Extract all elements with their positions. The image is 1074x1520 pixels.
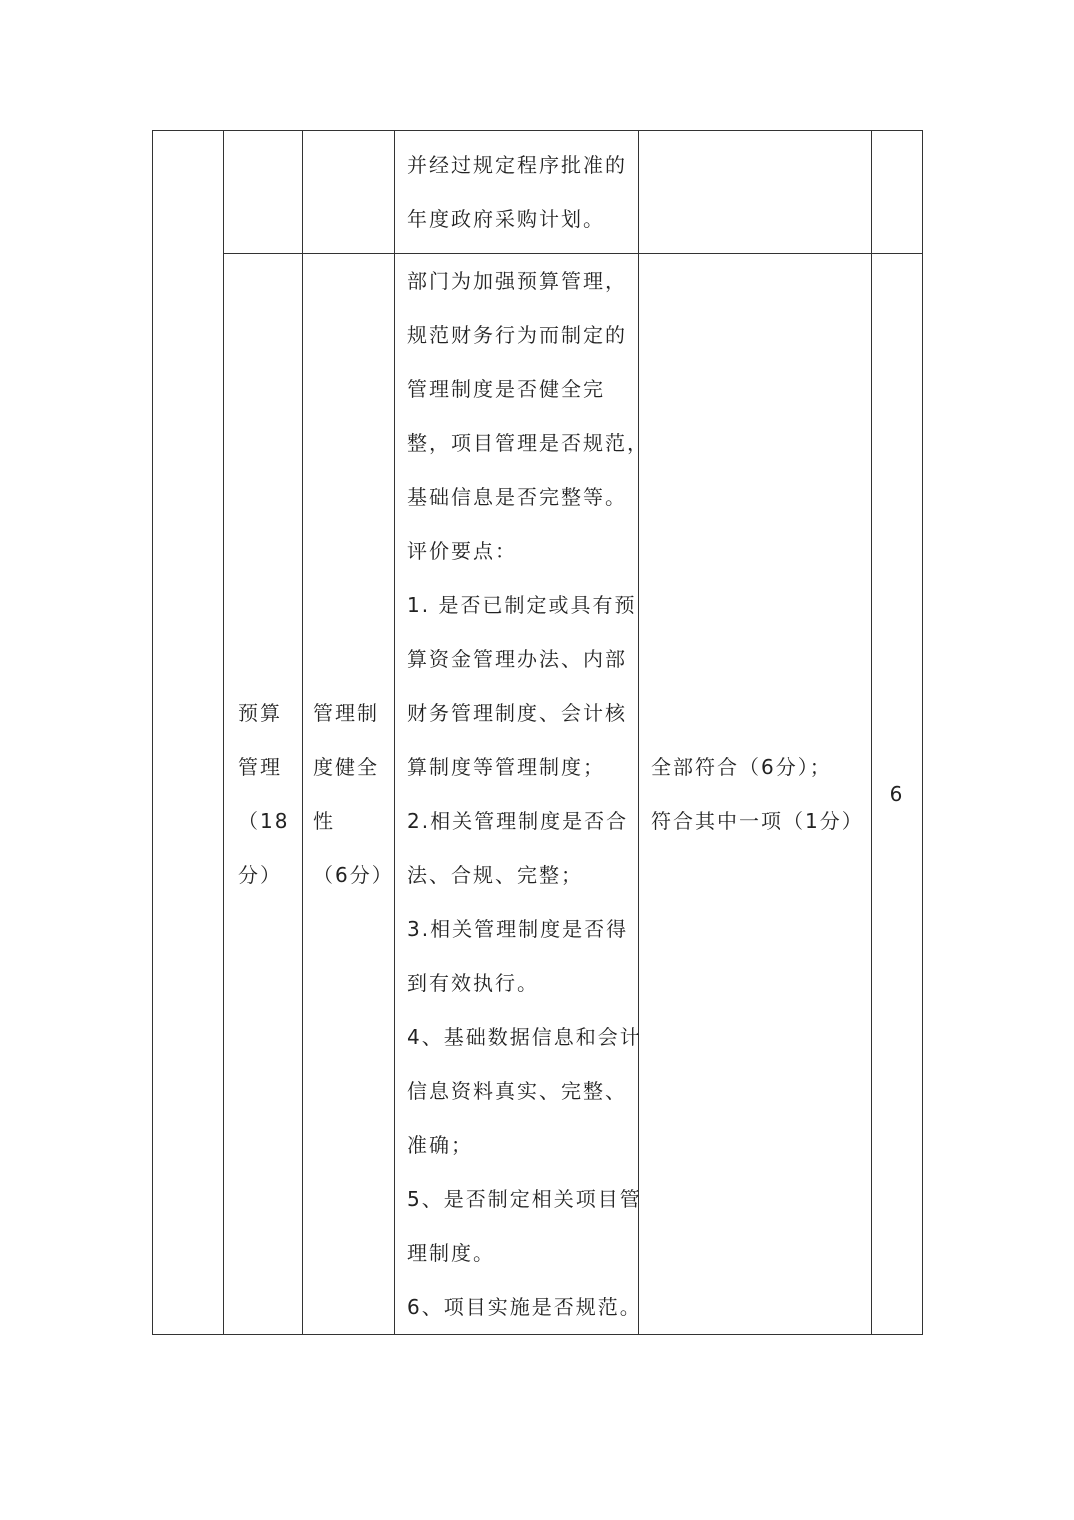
level1-indicator-cell	[153, 131, 224, 1335]
criteria-line: 部门为加强预算管理，	[407, 269, 627, 293]
level3-indicator-cell	[303, 131, 395, 254]
level3-line: 度健全	[313, 755, 379, 779]
score-value: 6	[889, 782, 905, 806]
criteria-line: 财务管理制度、会计核	[407, 701, 627, 725]
level2-line: 分）	[238, 863, 282, 887]
scoring-cell	[639, 131, 872, 254]
level3-line: （6分）	[313, 863, 394, 887]
level3-indicator-cell	[303, 254, 395, 1335]
level3-line: 管理制	[313, 701, 379, 725]
criteria-line: 6、项目实施是否规范。	[407, 1295, 642, 1319]
score-cell	[872, 254, 923, 1335]
level3-line: 性	[313, 809, 335, 833]
criteria-line: 年度政府采购计划。	[407, 207, 605, 231]
criteria-line: 1. 是否已制定或具有预	[407, 593, 637, 617]
criteria-line: 法、合规、完整；	[407, 863, 583, 887]
criteria-line: 准确；	[407, 1133, 473, 1157]
scoring-line: 符合其中一项（1分）	[651, 809, 864, 833]
scoring-line: 全部符合（6分）；	[651, 755, 832, 779]
criteria-line: 并经过规定程序批准的	[407, 153, 627, 177]
table-row	[153, 131, 923, 254]
criteria-line: 信息资料真实、完整、	[407, 1079, 627, 1103]
criteria-line: 3.相关管理制度是否得	[407, 917, 629, 941]
criteria-cell	[395, 254, 649, 1335]
criteria-line: 到有效执行。	[407, 971, 539, 995]
criteria-line: 2.相关管理制度是否合	[407, 809, 629, 833]
level2-line: 预算	[238, 701, 282, 725]
criteria-line: 算制度等管理制度；	[407, 755, 605, 779]
criteria-line: 评价要点：	[407, 539, 517, 563]
table-row	[153, 254, 923, 1335]
criteria-line: 规范财务行为而制定的	[407, 323, 627, 347]
criteria-line: 整，项目管理是否规范，	[407, 431, 649, 455]
criteria-line: 理制度。	[407, 1241, 495, 1265]
criteria-line: 算资金管理办法、内部	[407, 647, 627, 671]
level2-indicator-cell	[224, 131, 303, 254]
level2-line: （18	[238, 809, 290, 833]
criteria-line: 基础信息是否完整等。	[407, 485, 627, 509]
criteria-line: 管理制度是否健全完	[407, 377, 605, 401]
criteria-cell	[395, 131, 639, 254]
level2-line: 管理	[238, 755, 282, 779]
criteria-line: 5、是否制定相关项目管	[407, 1187, 642, 1211]
scoring-cell	[639, 254, 872, 1335]
criteria-line: 4、基础数据信息和会计	[407, 1025, 642, 1049]
score-cell	[872, 131, 923, 254]
evaluation-table	[152, 130, 923, 1335]
level2-indicator-cell	[224, 254, 303, 1335]
